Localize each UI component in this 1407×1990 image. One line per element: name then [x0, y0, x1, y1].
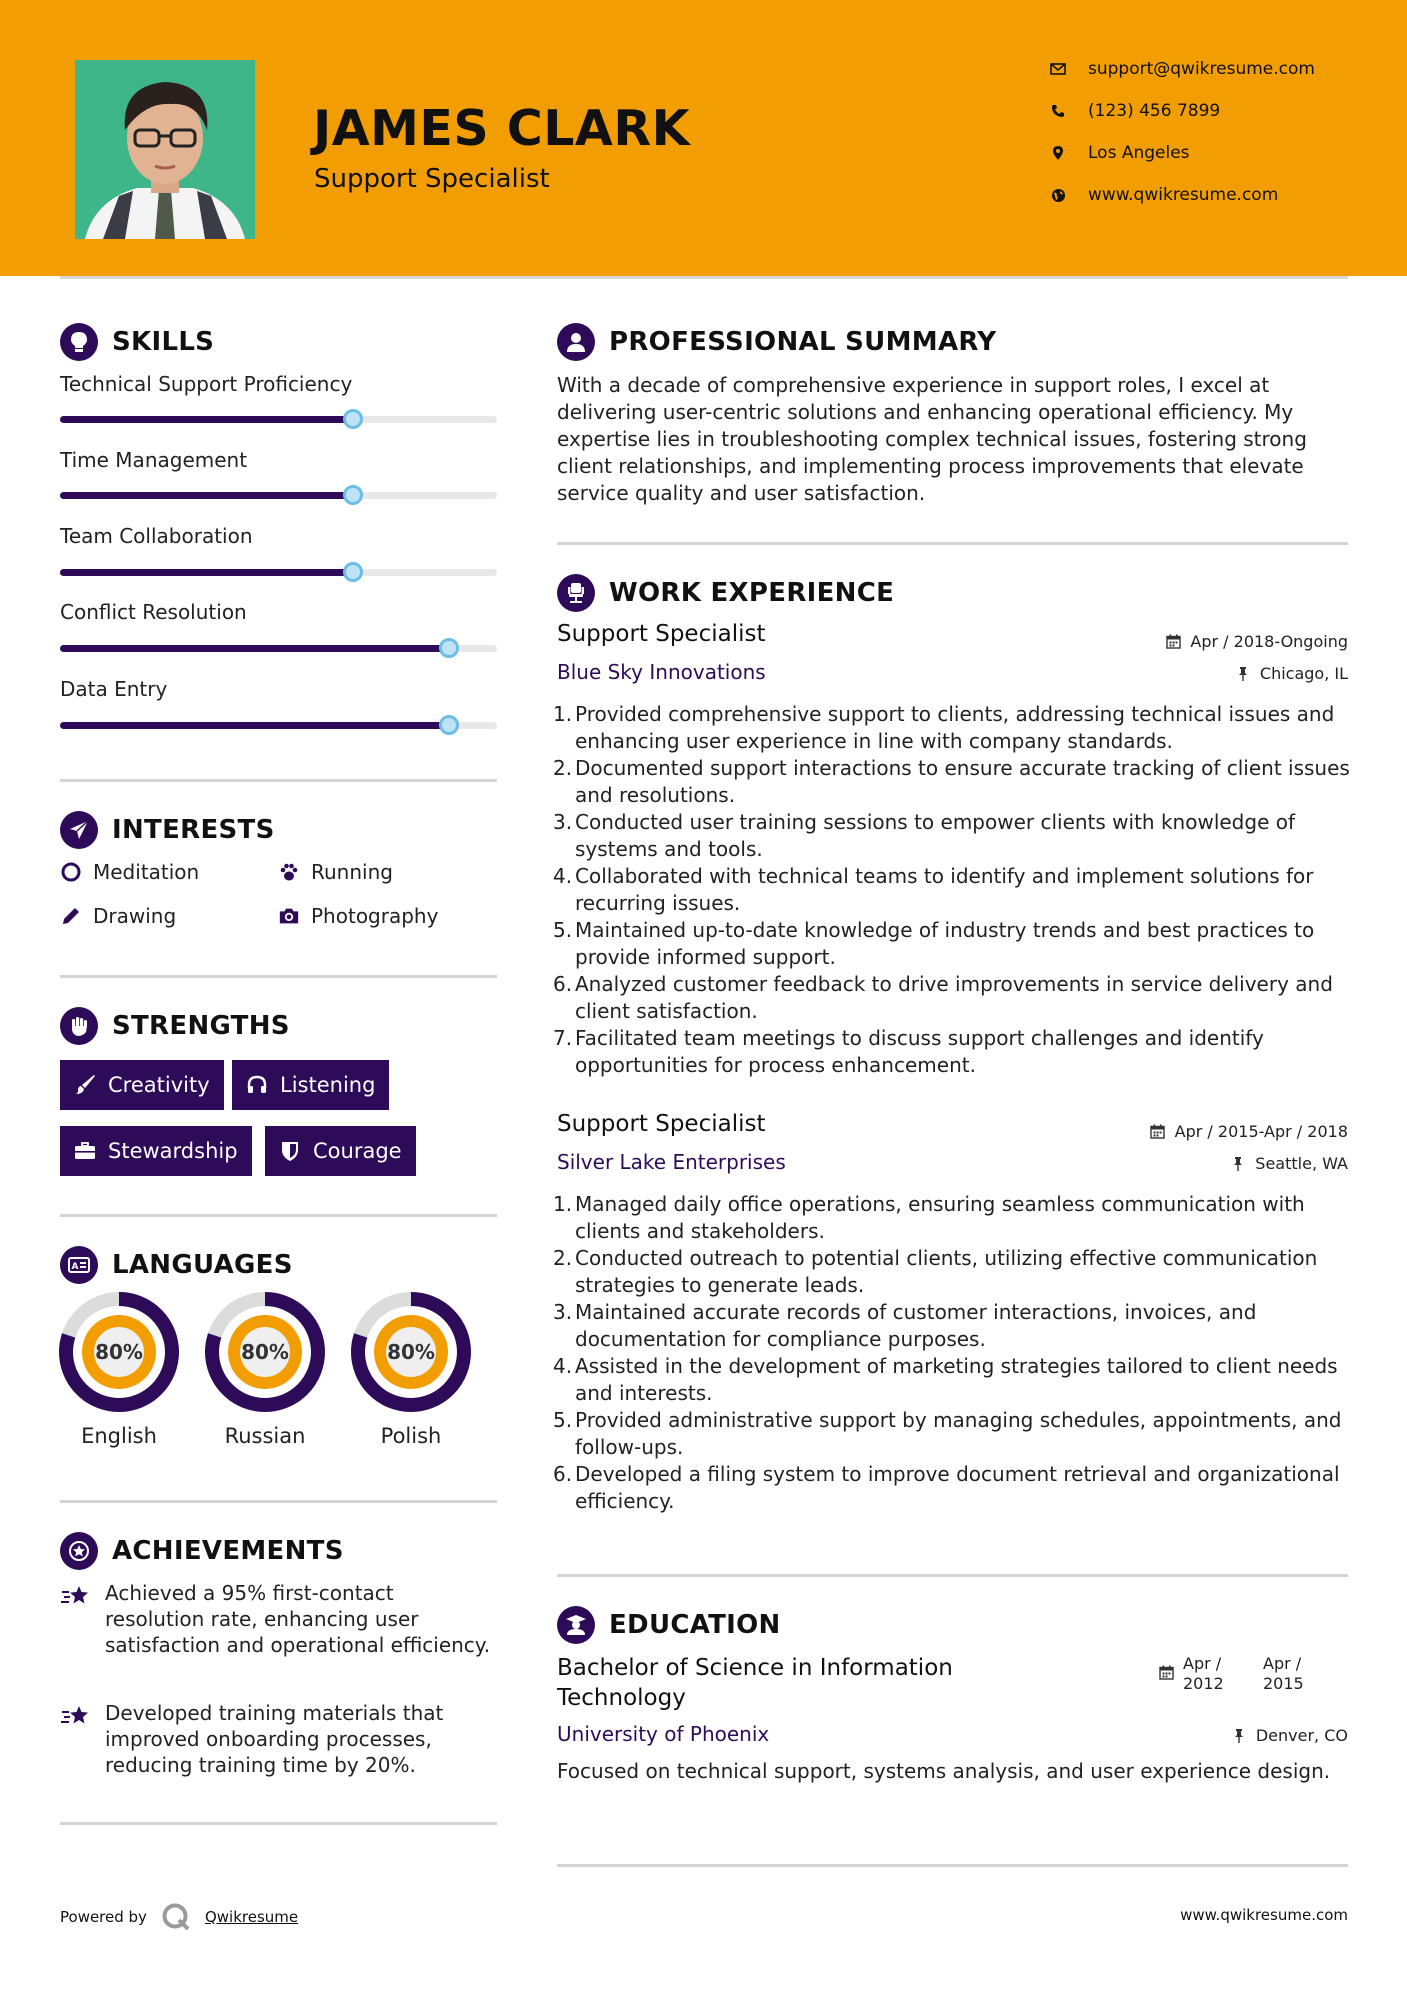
- section-divider: [557, 1864, 1348, 1867]
- duty-item: 3. Conducted user training sessions to empower clients with knowledge of systems and tools.: [553, 810, 1296, 861]
- skill-name: Conflict Resolution: [60, 600, 247, 624]
- skill-bar: [60, 492, 497, 499]
- interests-heading: INTERESTS: [60, 811, 275, 849]
- paintbrush-icon: [74, 1074, 96, 1096]
- candidate-name: JAMES CLARK: [313, 100, 691, 157]
- language-name: Russian: [224, 1424, 306, 1448]
- summary-text: With a decade of comprehensive experience in support roles, I excel at delivering user-centric solutions and enhancing operational efficiency. My expertise lies in troubleshooting complex technical issues, fostering strong client relationships, and implementing process improvements that elevate service quality and user satisfaction.: [557, 373, 1307, 505]
- skill-bar-fill: [60, 645, 449, 652]
- job-dates: Apr / 2015-Apr / 2018: [1150, 1122, 1348, 1141]
- achievements-heading: ACHIEVEMENTS: [60, 1532, 344, 1570]
- skill-bar-fill: [60, 722, 449, 729]
- achievement-item: [60, 1580, 497, 1658]
- interest-item: Photography: [278, 904, 438, 928]
- skill-name: Technical Support Proficiency: [60, 372, 353, 396]
- qwikresume-logo-icon: [161, 1902, 191, 1932]
- languages-heading: A LANGUAGES: [60, 1246, 293, 1284]
- duty-item: 1. Managed daily office operations, ensuring seamless communication with clients and stakeholders.: [553, 1192, 1305, 1243]
- paw-icon: [278, 861, 300, 883]
- job-title: Support Specialist: [557, 621, 766, 647]
- contact-website: [1050, 185, 1278, 205]
- shooting-star-icon: [60, 1702, 92, 1732]
- language-name: Polish: [380, 1424, 442, 1448]
- skill-name: Time Management: [60, 448, 248, 472]
- qwikresume-link[interactable]: Qwikresume: [204, 1908, 299, 1926]
- language-card-icon: [60, 1246, 98, 1284]
- skill-bar: [60, 569, 497, 576]
- pushpin-icon: [1231, 1728, 1247, 1744]
- duty-item: 6. Analyzed customer feedback to drive improvements in service delivery and client satisfaction.: [553, 972, 1333, 1023]
- footer-website[interactable]: www.qwikresume.com: [1180, 1906, 1348, 1924]
- achievement-text: Achieved a 95% first-contact resolution rate, enhancing user satisfaction and operational efficiency.: [105, 1581, 491, 1657]
- briefcase-icon: [74, 1140, 96, 1162]
- contact-email-text[interactable]: support@qwikresume.com: [1088, 59, 1315, 79]
- calendar-icon: [1159, 1665, 1175, 1681]
- section-divider: [60, 1500, 497, 1503]
- language-item: [351, 1292, 471, 1448]
- skill-bar-knob: [439, 638, 459, 658]
- interest-item: Meditation: [60, 860, 199, 884]
- skill-name: Data Entry: [60, 677, 168, 701]
- job-company: Silver Lake Enterprises: [557, 1150, 786, 1174]
- job-duties: [553, 1191, 1352, 1515]
- svg-text:A: A: [71, 1262, 79, 1272]
- pushpin-icon: [1230, 1156, 1246, 1172]
- degree-title: Bachelor of Science in Information Technology: [557, 1655, 953, 1711]
- section-divider: [557, 1574, 1348, 1577]
- contact-email: [1050, 59, 1315, 79]
- skill-bar: [60, 645, 497, 652]
- skill-bar-knob: [343, 485, 363, 505]
- education-end-date: Apr / 2015: [1263, 1654, 1304, 1693]
- skill-bar-fill: [60, 569, 353, 576]
- duty-item: 2. Conducted outreach to potential clients, utilizing effective communication strategies to generate leads.: [553, 1246, 1318, 1297]
- duty-item: 7. Facilitated team meetings to discuss support challenges and identify opportunities for process enhancement.: [553, 1026, 1264, 1077]
- duty-item: 2. Documented support interactions to ensure accurate tracking of client issues and resolutions.: [553, 756, 1350, 807]
- shield-icon: [279, 1140, 301, 1162]
- job-company: Blue Sky Innovations: [557, 660, 766, 684]
- strengths-heading: STRENGTHS: [60, 1007, 290, 1045]
- office-chair-icon: [557, 574, 595, 612]
- strength-tag: Courage: [265, 1126, 416, 1176]
- language-item: [205, 1292, 325, 1448]
- job-dates: Apr / 2018-Ongoing: [1165, 632, 1348, 651]
- strength-tag: Listening: [232, 1060, 389, 1110]
- calendar-icon: [1165, 634, 1181, 650]
- language-percent: 80%: [241, 1340, 289, 1364]
- education-description: Focused on technical support, systems analysis, and user experience design.: [557, 1759, 1331, 1783]
- star-badge-icon: [60, 1532, 98, 1570]
- skill-bar-knob: [343, 409, 363, 429]
- duty-item: 5. Maintained up-to-date knowledge of industry trends and best practices to provide informed support.: [553, 918, 1315, 969]
- contact-location-text: Los Angeles: [1088, 143, 1190, 163]
- duty-item: 1. Provided comprehensive support to clients, addressing technical issues and enhancing user experience in line with company standards.: [553, 702, 1335, 753]
- paper-plane-icon: [60, 811, 98, 849]
- envelope-icon: [1050, 61, 1066, 77]
- skill-bar: [60, 722, 497, 729]
- header-divider: [60, 276, 1348, 279]
- skill-bar-fill: [60, 492, 353, 499]
- contact-phone: [1050, 101, 1220, 121]
- footer-powered-by: Powered by Qwikresume: [60, 1902, 298, 1932]
- fist-icon: [60, 1007, 98, 1045]
- contact-location: [1050, 143, 1190, 163]
- education-location: Denver, CO: [1231, 1726, 1348, 1745]
- skill-bar-knob: [343, 562, 363, 582]
- contact-phone-text: (123) 456 7899: [1088, 101, 1221, 121]
- camera-icon: [278, 905, 300, 927]
- duty-item: 4. Assisted in the development of marketing strategies tailored to client needs and interests.: [553, 1354, 1338, 1405]
- education-dates: [1159, 1665, 1184, 1681]
- profile-photo: [75, 60, 255, 239]
- header-banner: [0, 0, 1407, 276]
- strength-tag: Creativity: [60, 1060, 224, 1110]
- interest-item: Running: [278, 860, 393, 884]
- circle-icon: [60, 861, 82, 883]
- language-item: [59, 1292, 179, 1448]
- language-ring: [351, 1292, 471, 1412]
- achievement-item: [60, 1700, 497, 1778]
- language-name: English: [81, 1424, 157, 1448]
- interest-item: Drawing: [60, 904, 176, 928]
- lightbulb-icon: [60, 323, 98, 361]
- section-divider: [60, 1214, 497, 1217]
- skills-heading: SKILLS: [60, 323, 214, 361]
- language-percent: 80%: [95, 1340, 143, 1364]
- skill-bar-knob: [439, 715, 459, 735]
- section-divider: [60, 975, 497, 978]
- job-location: Seattle, WA: [1230, 1154, 1348, 1173]
- duty-item: 5. Provided administrative support by managing schedules, appointments, and follow-ups.: [553, 1408, 1342, 1459]
- achievement-text: Developed training materials that improved onboarding processes, reducing training time by 20%.: [105, 1701, 444, 1777]
- section-divider: [60, 1822, 497, 1825]
- section-divider: [557, 542, 1348, 545]
- duty-item: 4. Collaborated with technical teams to identify and implement solutions for recurring issues.: [553, 864, 1314, 915]
- job-location: Chicago, IL: [1235, 664, 1348, 683]
- education-heading: EDUCATION: [557, 1606, 781, 1644]
- education-start-date: Apr / 2012: [1183, 1654, 1224, 1693]
- pushpin-icon: [1235, 666, 1251, 682]
- duty-item: 3. Maintained accurate records of customer interactions, invoices, and documentation for compliance purposes.: [553, 1300, 1257, 1351]
- skill-name: Team Collaboration: [60, 524, 253, 548]
- strength-tag: Stewardship: [60, 1126, 252, 1176]
- skill-bar: [60, 416, 497, 423]
- language-ring: [59, 1292, 179, 1412]
- duty-item: 6. Developed a filing system to improve document retrieval and organizational efficiency.: [553, 1462, 1340, 1513]
- phone-icon: [1050, 103, 1066, 119]
- candidate-role: Support Specialist: [314, 164, 550, 194]
- calendar-icon: [1150, 1124, 1166, 1140]
- contact-website-text[interactable]: www.qwikresume.com: [1088, 185, 1279, 205]
- school-name: University of Phoenix: [557, 1722, 770, 1746]
- pencil-icon: [60, 905, 82, 927]
- shooting-star-icon: [60, 1582, 92, 1612]
- globe-icon: [1050, 187, 1066, 203]
- language-ring: [205, 1292, 325, 1412]
- job-duties: [553, 701, 1352, 1079]
- summary-heading: PROFESSIONAL SUMMARY: [557, 323, 996, 361]
- map-pin-icon: [1050, 145, 1066, 161]
- headphones-icon: [246, 1074, 268, 1096]
- graduate-icon: [557, 1606, 595, 1644]
- experience-heading: WORK EXPERIENCE: [557, 574, 894, 612]
- skill-bar-fill: [60, 416, 353, 423]
- job-title: Support Specialist: [557, 1111, 766, 1137]
- user-icon: [557, 323, 595, 361]
- language-percent: 80%: [387, 1340, 435, 1364]
- section-divider: [60, 779, 497, 782]
